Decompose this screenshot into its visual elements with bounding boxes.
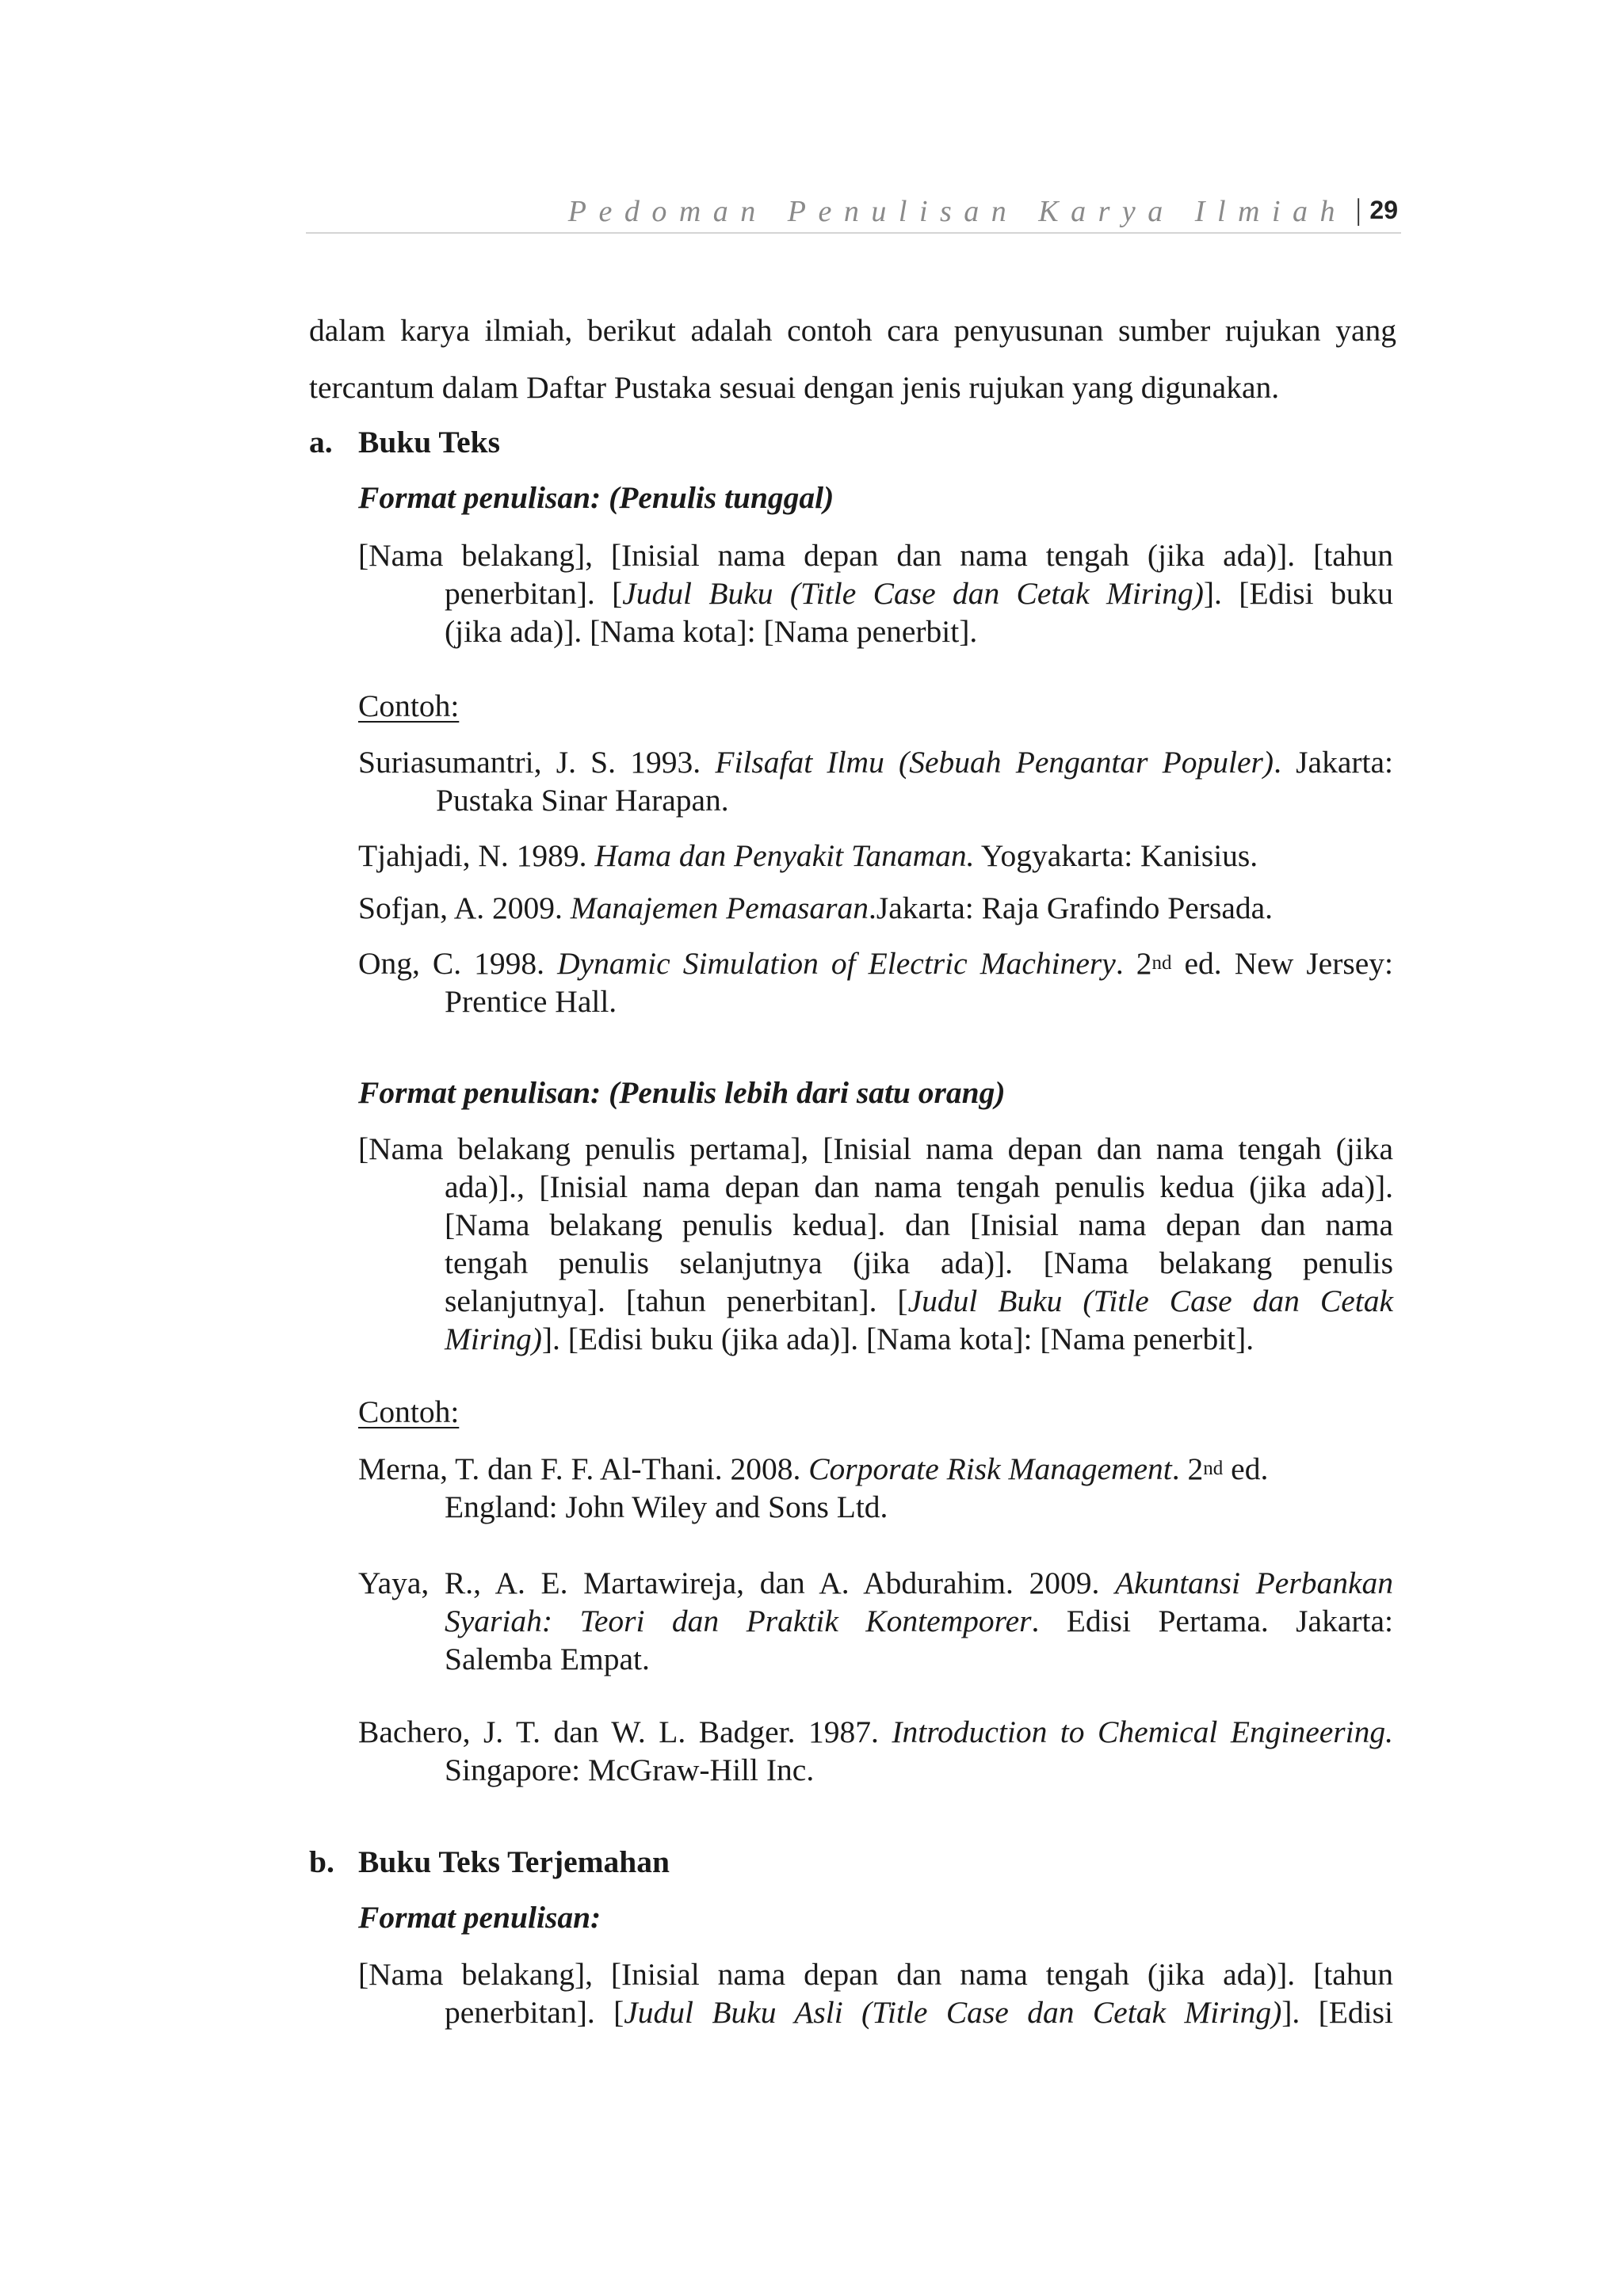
contoh-label-2: Contoh: bbox=[358, 1394, 460, 1429]
contoh-label-1: Contoh: bbox=[358, 688, 460, 723]
running-header bbox=[306, 193, 1401, 234]
format-multi-line-2: ada)]., [Inisial nama depan dan nama tengah penulis kedua (jika ada)]. bbox=[445, 1169, 1393, 1204]
format-translation-line-1: [Nama belakang], [Inisial nama depan dan nama tengah (jika ada)]. [tahun bbox=[358, 1957, 1393, 1992]
format-multi-line-4: tengah penulis selanjutnya (jika ada)]. [Nama belakang penulis bbox=[445, 1245, 1393, 1280]
header-separator: | bbox=[1355, 193, 1361, 227]
example-yaya-line-2: Syariah: Teori dan Praktik Kontemporer. Edisi Pertama. Jakarta: bbox=[445, 1604, 1394, 1638]
format-multi-line-6: Miring)]. [Edisi buku (jika ada)]. [Nama kota]: [Nama penerbit]. bbox=[445, 1322, 1254, 1356]
example-yaya-line-3: Salemba Empat. bbox=[445, 1642, 650, 1676]
format-heading-single-author: Format penulisan: (Penulis tunggal) bbox=[358, 480, 834, 515]
example-sofjan: Sofjan, A. 2009. Manajemen Pemasaran.Jakarta: Raja Grafindo Persada. bbox=[358, 891, 1274, 925]
running-title: Pedoman Penulisan Karya Ilmiah bbox=[567, 195, 1347, 228]
header-rule bbox=[306, 232, 1401, 234]
section-a-title: Buku Teks bbox=[358, 425, 501, 460]
example-ong: Ong, C. 1998. Dynamic Simulation of Electric Machinery. 2nd ed. New Jersey: bbox=[358, 946, 1393, 981]
format-multi-line-5: selanjutnya]. [tahun penerbitan]. [Judul Buku (Title Case dan Cetak bbox=[445, 1283, 1393, 1318]
format-single-line-2: penerbitan]. [Judul Buku (Title Case dan Cetak Miring)]. [Edisi buku bbox=[445, 576, 1393, 611]
example-bachero-line-2: Singapore: McGraw-Hill Inc. bbox=[445, 1753, 815, 1787]
format-multi-line-3: [Nama belakang penulis kedua]. dan [Inisial nama depan dan nama bbox=[445, 1207, 1393, 1242]
example-suriasumantri: Suriasumantri, J. S. 1993. Filsafat Ilmu (Sebuah Pengantar Populer). Jakarta: bbox=[358, 745, 1393, 780]
format-multi-line-1: [Nama belakang penulis pertama], [Inisial nama depan dan nama tengah (jika bbox=[358, 1131, 1393, 1166]
example-ong-line-2: Prentice Hall. bbox=[445, 984, 617, 1019]
format-heading-translation: Format penulisan: bbox=[358, 1900, 601, 1935]
section-a-heading bbox=[309, 423, 333, 461]
section-b-marker: b. bbox=[309, 1844, 334, 1879]
section-b-heading bbox=[309, 1843, 334, 1881]
example-merna-line-2: England: John Wiley and Sons Ltd. bbox=[445, 1489, 888, 1524]
intro-line-1: dalam karya ilmiah, berikut adalah contoh cara penyusunan sumber rujukan yang bbox=[309, 313, 1396, 348]
intro-line-2: tercantum dalam Daftar Pustaka sesuai dengan jenis rujukan yang digunakan. bbox=[309, 370, 1280, 405]
example-merna: Merna, T. dan F. F. Al-Thani. 2008. Corporate Risk Management. 2nd ed. bbox=[358, 1451, 1269, 1486]
format-single-line-3: (jika ada)]. [Nama kota]: [Nama penerbit]. bbox=[445, 614, 978, 649]
section-a-marker: a. bbox=[309, 425, 333, 460]
example-suriasumantri-line-2: Pustaka Sinar Harapan. bbox=[436, 783, 729, 818]
section-b-title: Buku Teks Terjemahan bbox=[358, 1844, 670, 1879]
example-tjahjadi: Tjahjadi, N. 1989. Hama dan Penyakit Tanaman. Yogyakarta: Kanisius. bbox=[358, 838, 1258, 873]
example-yaya: Yaya, R., A. E. Martawireja, dan A. Abdurahim. 2009. Akuntansi Perbankan bbox=[358, 1566, 1393, 1600]
example-bachero: Bachero, J. T. dan W. L. Badger. 1987. Introduction to Chemical Engineering. bbox=[358, 1714, 1393, 1749]
format-single-line-1: [Nama belakang], [Inisial nama depan dan nama tengah (jika ada)]. [tahun bbox=[358, 538, 1393, 573]
page-number: 29 bbox=[1369, 196, 1398, 224]
format-heading-multi-author: Format penulisan: (Penulis lebih dari satu orang) bbox=[358, 1075, 1006, 1110]
format-translation-line-2: penerbitan]. [Judul Buku Asli (Title Case dan Cetak Miring)]. [Edisi bbox=[445, 1995, 1393, 2030]
